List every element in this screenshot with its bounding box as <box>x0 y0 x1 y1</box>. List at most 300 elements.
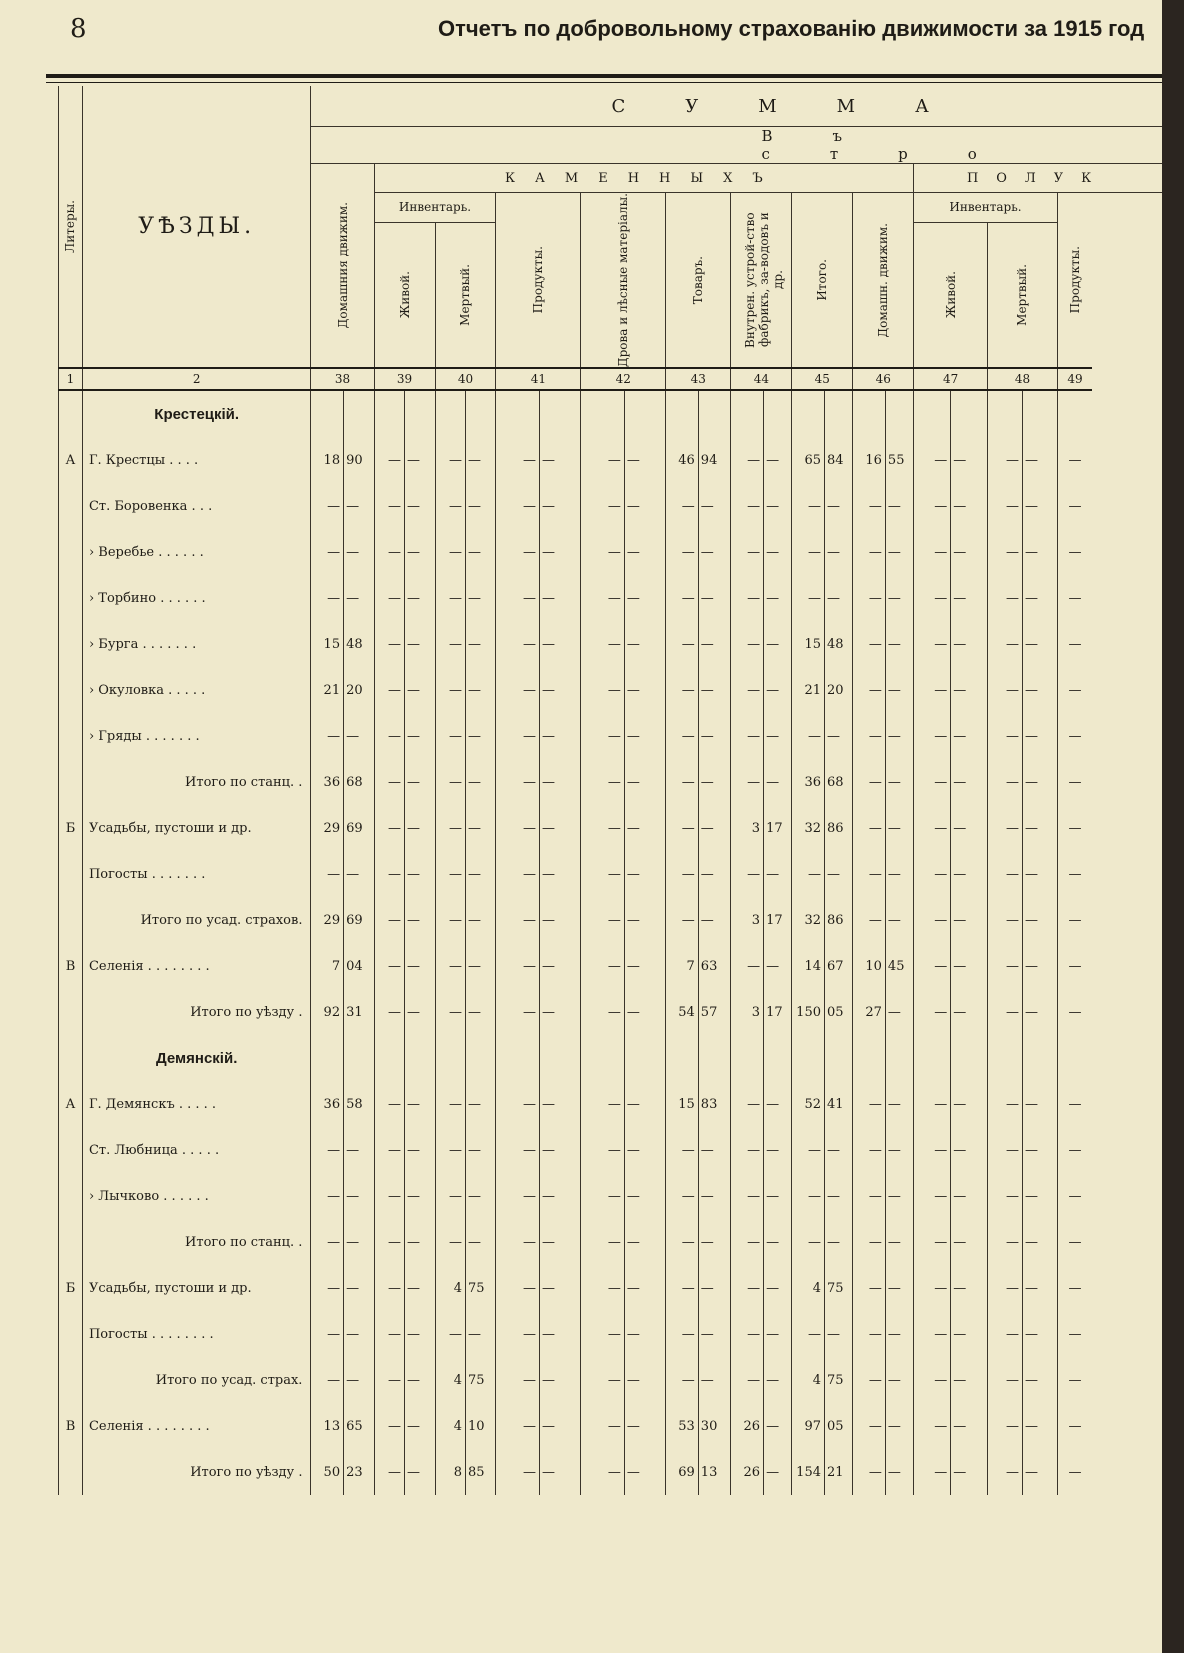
value-cell: 21 <box>825 1449 853 1495</box>
value-cell: — <box>539 713 580 759</box>
empty-cell <box>374 1035 404 1081</box>
empty-cell <box>764 390 792 437</box>
value-cell: — <box>988 667 1023 713</box>
value-cell: 45 <box>885 943 913 989</box>
empty-cell <box>825 390 853 437</box>
value-cell: — <box>624 805 665 851</box>
value-cell: — <box>914 575 951 621</box>
value-cell: 75 <box>825 1265 853 1311</box>
value-cell: — <box>465 575 495 621</box>
value-cell: — <box>581 621 625 667</box>
value-cell: — <box>344 529 374 575</box>
value-cell: 86 <box>825 897 853 943</box>
value-cell: — <box>374 1265 404 1311</box>
value-cell: — <box>465 1311 495 1357</box>
value-cell: — <box>853 1357 886 1403</box>
value-cell: — <box>374 943 404 989</box>
value-cell: — <box>539 621 580 667</box>
value-cell: — <box>885 667 913 713</box>
district-name: Демянскій. <box>82 1035 311 1081</box>
value-cell: — <box>374 897 404 943</box>
value-cell: — <box>698 529 731 575</box>
value-cell: 55 <box>885 437 913 483</box>
value-cell: — <box>311 1265 344 1311</box>
value-cell: — <box>405 621 435 667</box>
empty-cell <box>1057 1035 1092 1081</box>
row-label: › Веребье . . . . . . <box>82 529 311 575</box>
column-number-row <box>59 368 1163 390</box>
value-cell: — <box>885 713 913 759</box>
litera-cell <box>59 1035 83 1081</box>
value-cell: — <box>435 1311 465 1357</box>
value-cell: — <box>951 805 988 851</box>
value-cell: — <box>1022 529 1057 575</box>
value-cell: — <box>1022 1357 1057 1403</box>
value-cell: — <box>465 667 495 713</box>
value-cell: — <box>792 483 825 529</box>
value-cell: — <box>825 1219 853 1265</box>
value-cell: 58 <box>344 1081 374 1127</box>
row-label: Г. Крестцы . . . . <box>82 437 311 483</box>
table-body <box>59 390 1163 1495</box>
value-cell: — <box>885 1173 913 1219</box>
empty-cell <box>539 390 580 437</box>
column-number: 46 <box>853 368 914 390</box>
value-cell: — <box>698 621 731 667</box>
value-cell: — <box>914 1173 951 1219</box>
value-cell: 04 <box>344 943 374 989</box>
value-cell: — <box>405 1127 435 1173</box>
empty-cell <box>496 1035 540 1081</box>
value-cell: — <box>988 1173 1023 1219</box>
value-cell: — <box>1022 1403 1057 1449</box>
value-cell: — <box>496 1081 540 1127</box>
value-cell: 17 <box>764 805 792 851</box>
value-cell: — <box>539 1265 580 1311</box>
value-cell: — <box>624 759 665 805</box>
value-cell: 7 <box>311 943 344 989</box>
value-cell: 29 <box>311 897 344 943</box>
value-cell: — <box>1022 943 1057 989</box>
value-cell: — <box>666 621 699 667</box>
value-cell: — <box>1057 1081 1092 1127</box>
litera-cell <box>59 851 83 897</box>
value-cell: — <box>374 667 404 713</box>
header-litery: Литеры. <box>59 86 83 368</box>
value-cell: 75 <box>825 1357 853 1403</box>
value-cell: 90 <box>344 437 374 483</box>
litera-cell <box>59 483 83 529</box>
value-cell: — <box>311 483 344 529</box>
header-itogo: Итого. <box>792 193 853 369</box>
value-cell: — <box>496 483 540 529</box>
empty-cell <box>435 390 465 437</box>
table-row <box>59 713 1163 759</box>
table-row <box>59 1081 1163 1127</box>
value-cell: — <box>539 851 580 897</box>
empty-cell <box>885 1035 913 1081</box>
value-cell: — <box>1057 437 1092 483</box>
table-row <box>59 667 1163 713</box>
empty-cell <box>698 390 731 437</box>
table-row <box>59 759 1163 805</box>
value-cell: — <box>764 483 792 529</box>
value-cell: — <box>539 1127 580 1173</box>
value-cell: — <box>698 851 731 897</box>
value-cell: — <box>374 529 404 575</box>
value-cell: — <box>374 1219 404 1265</box>
litera-cell <box>59 1357 83 1403</box>
value-cell: — <box>496 805 540 851</box>
value-cell: — <box>914 667 951 713</box>
column-number: 39 <box>374 368 435 390</box>
column-number: 48 <box>988 368 1058 390</box>
value-cell: — <box>344 713 374 759</box>
value-cell: — <box>374 805 404 851</box>
value-cell: — <box>374 1403 404 1449</box>
value-cell: — <box>539 805 580 851</box>
value-cell: — <box>374 759 404 805</box>
value-cell: — <box>374 713 404 759</box>
value-cell: — <box>951 1403 988 1449</box>
empty-cell <box>792 390 825 437</box>
value-cell: — <box>435 483 465 529</box>
value-cell: — <box>666 851 699 897</box>
value-cell: — <box>496 713 540 759</box>
value-cell: — <box>311 851 344 897</box>
value-cell: 83 <box>698 1081 731 1127</box>
empty-cell <box>496 390 540 437</box>
value-cell: — <box>988 483 1023 529</box>
value-cell: — <box>581 1081 625 1127</box>
value-cell: — <box>988 529 1023 575</box>
column-number: 49 <box>1057 368 1092 390</box>
value-cell: — <box>698 575 731 621</box>
value-cell: — <box>764 1357 792 1403</box>
row-label: Итого по станц. . <box>82 1219 311 1265</box>
value-cell: — <box>435 943 465 989</box>
value-cell: — <box>731 437 764 483</box>
value-cell: — <box>951 1357 988 1403</box>
value-cell: — <box>405 1265 435 1311</box>
value-cell: — <box>344 851 374 897</box>
value-cell: — <box>1022 483 1057 529</box>
header-produkty: Продукты. <box>496 193 581 369</box>
value-cell: — <box>698 1357 731 1403</box>
table-row <box>59 1219 1163 1265</box>
value-cell: — <box>792 529 825 575</box>
value-cell: 57 <box>698 989 731 1035</box>
value-cell: — <box>374 437 404 483</box>
value-cell: — <box>435 1081 465 1127</box>
litera-cell <box>59 713 83 759</box>
row-label: › Лычково . . . . . . <box>82 1173 311 1219</box>
value-cell: — <box>344 1173 374 1219</box>
value-cell: — <box>496 1173 540 1219</box>
value-cell: — <box>731 759 764 805</box>
value-cell: 15 <box>311 621 344 667</box>
value-cell: — <box>465 1219 495 1265</box>
value-cell: — <box>825 1127 853 1173</box>
value-cell: — <box>405 483 435 529</box>
top-rule <box>46 74 1164 78</box>
value-cell: — <box>344 1357 374 1403</box>
value-cell: — <box>465 805 495 851</box>
value-cell: — <box>698 759 731 805</box>
empty-cell <box>698 1035 731 1081</box>
value-cell: — <box>374 1357 404 1403</box>
value-cell: — <box>1022 897 1057 943</box>
value-cell: — <box>496 759 540 805</box>
value-cell: — <box>1022 437 1057 483</box>
value-cell: — <box>792 851 825 897</box>
value-cell: — <box>1022 667 1057 713</box>
value-cell: — <box>853 667 886 713</box>
value-cell: — <box>435 805 465 851</box>
value-cell: — <box>825 1173 853 1219</box>
table-row <box>59 1173 1163 1219</box>
value-cell: — <box>885 1265 913 1311</box>
value-cell: — <box>951 621 988 667</box>
value-cell: 30 <box>698 1403 731 1449</box>
table-row <box>59 989 1163 1035</box>
value-cell: 14 <box>792 943 825 989</box>
column-number: 1 <box>59 368 83 390</box>
value-cell: 7 <box>666 943 699 989</box>
page-edge <box>1162 0 1184 1653</box>
value-cell: — <box>988 851 1023 897</box>
value-cell: — <box>539 575 580 621</box>
value-cell: 21 <box>792 667 825 713</box>
column-number: 2 <box>82 368 311 390</box>
value-cell: — <box>344 1311 374 1357</box>
row-label: Итого по станц. . <box>82 759 311 805</box>
value-cell: — <box>374 483 404 529</box>
value-cell: 54 <box>666 989 699 1035</box>
value-cell: — <box>581 897 625 943</box>
value-cell: — <box>581 1219 625 1265</box>
value-cell: 05 <box>825 989 853 1035</box>
value-cell: 27 <box>853 989 886 1035</box>
value-cell: — <box>405 1219 435 1265</box>
table-row <box>59 483 1163 529</box>
value-cell: 46 <box>666 437 699 483</box>
value-cell: — <box>666 1219 699 1265</box>
value-cell: — <box>698 667 731 713</box>
value-cell: — <box>581 437 625 483</box>
value-cell: 15 <box>666 1081 699 1127</box>
value-cell: — <box>581 943 625 989</box>
value-cell: — <box>951 1127 988 1173</box>
litera-cell <box>59 575 83 621</box>
value-cell: — <box>914 483 951 529</box>
value-cell: — <box>311 1127 344 1173</box>
value-cell: — <box>764 1081 792 1127</box>
value-cell: — <box>496 1311 540 1357</box>
value-cell: 48 <box>344 621 374 667</box>
header-inventar-2: Инвентарь. <box>914 193 1058 223</box>
value-cell: — <box>885 1311 913 1357</box>
value-cell: 13 <box>311 1403 344 1449</box>
value-cell: 8 <box>435 1449 465 1495</box>
value-cell: — <box>344 575 374 621</box>
column-number: 38 <box>311 368 374 390</box>
value-cell: — <box>731 1081 764 1127</box>
row-label: › Бурга . . . . . . . <box>82 621 311 667</box>
value-cell: — <box>435 851 465 897</box>
value-cell: — <box>914 1081 951 1127</box>
value-cell: — <box>624 1081 665 1127</box>
value-cell: 75 <box>465 1357 495 1403</box>
value-cell: — <box>435 529 465 575</box>
column-number: 45 <box>792 368 853 390</box>
value-cell: — <box>465 529 495 575</box>
empty-cell <box>1022 390 1057 437</box>
value-cell: — <box>405 529 435 575</box>
value-cell: — <box>435 1127 465 1173</box>
value-cell: — <box>988 1403 1023 1449</box>
district-row <box>59 390 1163 437</box>
empty-cell <box>581 390 625 437</box>
value-cell: 20 <box>344 667 374 713</box>
table-row <box>59 529 1163 575</box>
value-cell: — <box>1057 851 1092 897</box>
value-cell: — <box>885 529 913 575</box>
row-label: Итого по усад. страхов. <box>82 897 311 943</box>
value-cell: — <box>988 575 1023 621</box>
value-cell: — <box>731 529 764 575</box>
litera-cell <box>59 1127 83 1173</box>
value-cell: 29 <box>311 805 344 851</box>
empty-cell <box>853 1035 886 1081</box>
value-cell: — <box>853 1403 886 1449</box>
value-cell: — <box>374 1173 404 1219</box>
value-cell: — <box>435 713 465 759</box>
value-cell: — <box>951 1219 988 1265</box>
value-cell: 05 <box>825 1403 853 1449</box>
value-cell: — <box>435 575 465 621</box>
empty-cell <box>624 390 665 437</box>
value-cell: — <box>853 621 886 667</box>
value-cell: — <box>496 575 540 621</box>
value-cell: — <box>539 1357 580 1403</box>
value-cell: — <box>951 575 988 621</box>
value-cell: — <box>988 989 1023 1035</box>
value-cell: — <box>496 897 540 943</box>
empty-cell <box>914 1035 951 1081</box>
value-cell: — <box>951 529 988 575</box>
value-cell: 97 <box>792 1403 825 1449</box>
value-cell: — <box>988 1219 1023 1265</box>
table-row <box>59 621 1163 667</box>
value-cell: 18 <box>311 437 344 483</box>
value-cell: — <box>885 989 913 1035</box>
value-cell: — <box>698 1127 731 1173</box>
value-cell: — <box>731 667 764 713</box>
empty-cell <box>405 390 435 437</box>
litera-cell <box>59 667 83 713</box>
value-cell: — <box>731 851 764 897</box>
value-cell: — <box>853 713 886 759</box>
value-cell: — <box>885 621 913 667</box>
column-number: 44 <box>731 368 792 390</box>
value-cell: — <box>1057 621 1092 667</box>
value-cell: — <box>1022 989 1057 1035</box>
value-cell: — <box>885 851 913 897</box>
empty-cell <box>666 1035 699 1081</box>
value-cell: — <box>539 437 580 483</box>
table-row <box>59 943 1163 989</box>
value-cell: — <box>1057 1219 1092 1265</box>
value-cell: — <box>624 1311 665 1357</box>
value-cell: 69 <box>344 805 374 851</box>
value-cell: — <box>374 851 404 897</box>
value-cell: — <box>764 1449 792 1495</box>
value-cell: — <box>666 759 699 805</box>
value-cell: — <box>731 483 764 529</box>
value-cell: — <box>666 1311 699 1357</box>
row-label: Г. Демянскъ . . . . . <box>82 1081 311 1127</box>
value-cell: — <box>885 805 913 851</box>
header-vnutr: Внутрен. устрой-ство фабрикъ, за-водовъ и др. <box>731 193 792 369</box>
value-cell: 52 <box>792 1081 825 1127</box>
value-cell: — <box>951 483 988 529</box>
value-cell: — <box>539 989 580 1035</box>
value-cell: — <box>666 1265 699 1311</box>
row-label: Усадьбы, пустоши и др. <box>82 1265 311 1311</box>
value-cell: — <box>764 1173 792 1219</box>
empty-cell <box>465 390 495 437</box>
value-cell: 65 <box>344 1403 374 1449</box>
empty-cell <box>539 1035 580 1081</box>
value-cell: 20 <box>825 667 853 713</box>
district-row <box>59 1035 1163 1081</box>
table-row <box>59 1311 1163 1357</box>
value-cell: — <box>581 483 625 529</box>
value-cell: 36 <box>311 759 344 805</box>
column-number: 41 <box>496 368 581 390</box>
value-cell: — <box>1057 1357 1092 1403</box>
litera-cell: Б <box>59 1265 83 1311</box>
value-cell: — <box>624 529 665 575</box>
header-zhivoy: Живой. <box>374 222 435 368</box>
value-cell: — <box>581 1265 625 1311</box>
column-number: 43 <box>666 368 731 390</box>
value-cell: — <box>914 1127 951 1173</box>
value-cell: — <box>465 1081 495 1127</box>
value-cell: 15 <box>792 621 825 667</box>
value-cell: — <box>764 621 792 667</box>
value-cell: — <box>1022 575 1057 621</box>
value-cell: — <box>374 1449 404 1495</box>
value-cell: — <box>764 1311 792 1357</box>
value-cell: — <box>624 621 665 667</box>
header-tovar: Товаръ. <box>666 193 731 369</box>
value-cell: — <box>581 989 625 1035</box>
value-cell: 84 <box>825 437 853 483</box>
value-cell: 48 <box>825 621 853 667</box>
value-cell: — <box>435 1173 465 1219</box>
value-cell: — <box>853 529 886 575</box>
value-cell: — <box>764 575 792 621</box>
value-cell: — <box>764 437 792 483</box>
empty-cell <box>988 390 1023 437</box>
value-cell: — <box>764 667 792 713</box>
value-cell: — <box>666 713 699 759</box>
value-cell: 32 <box>792 805 825 851</box>
column-number: 47 <box>914 368 988 390</box>
value-cell: — <box>885 1403 913 1449</box>
